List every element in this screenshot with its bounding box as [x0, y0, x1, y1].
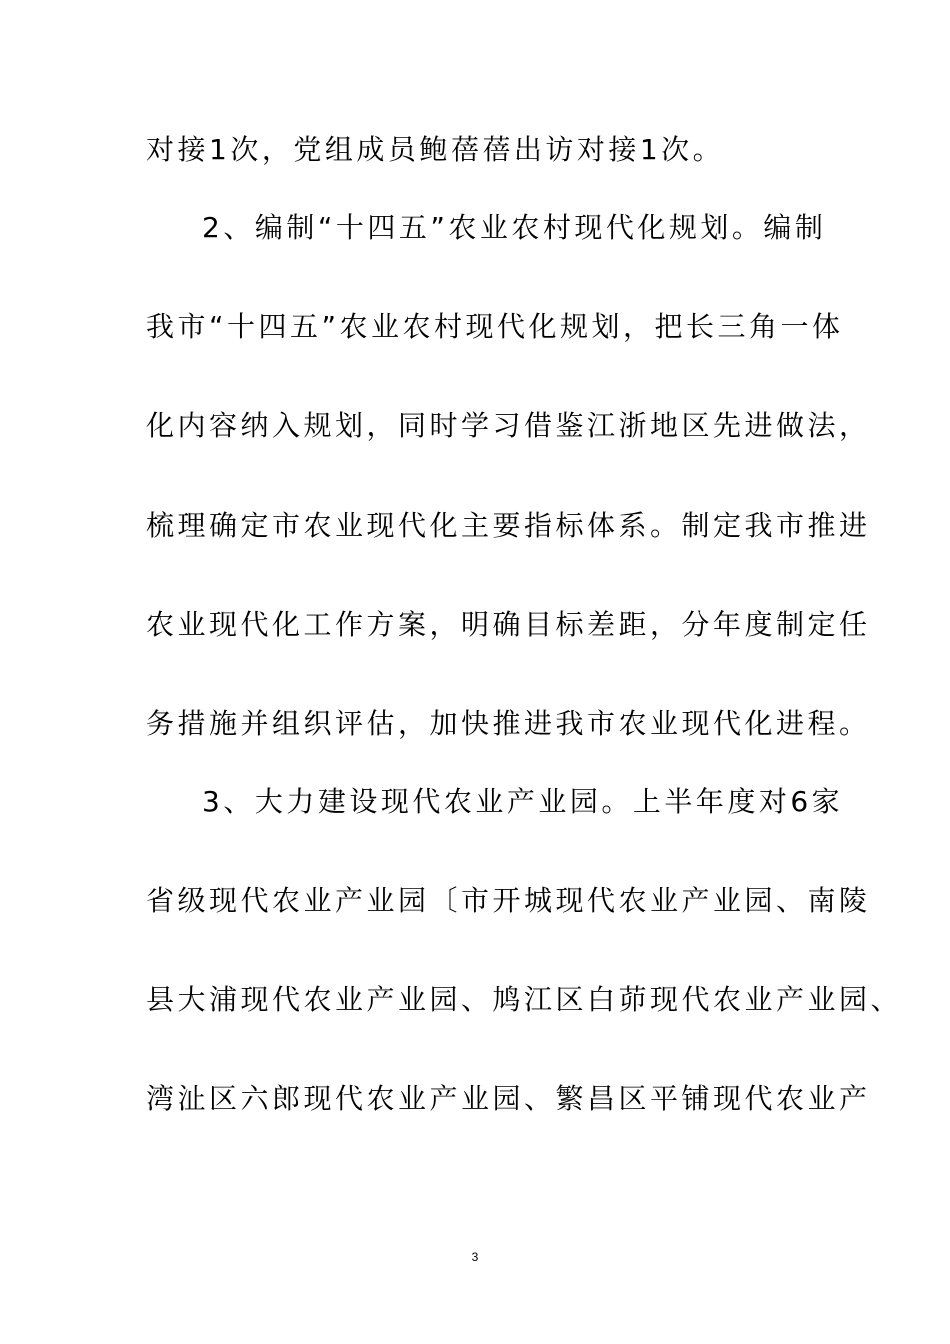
- text-line-8: 3、大力建设现代农业产业园。上半年度对6家: [202, 785, 844, 818]
- text-line-2: 2、编制“十四五”农业农村现代化规划。编制: [202, 211, 827, 244]
- text-line-6: 农业现代化工作方案，明确目标差距，分年度制定任: [146, 608, 871, 641]
- page-number: 3: [471, 1250, 479, 1264]
- text-line-11: 湾沚区六郎现代农业产业园、繁昌区平铺现代农业产: [146, 1082, 871, 1115]
- text-line-1: 对接1次，党组成员鲍蓓蓓出访对接1次。: [146, 133, 725, 166]
- text-line-3: 我市“十四五”农业农村现代化规划，把长三角一体: [146, 310, 844, 343]
- text-line-7: 务措施并组织评估，加快推进我市农业现代化进程。: [146, 707, 871, 740]
- text-line-9: 省级现代农业产业园〔市开城现代农业产业园、南陵: [146, 884, 871, 917]
- text-line-4: 化内容纳入规划，同时学习借鉴江浙地区先进做法，: [146, 409, 871, 442]
- text-line-10: 县大浦现代农业产业园、鸠江区白茆现代农业产业园、: [146, 983, 903, 1016]
- text-line-5: 梳理确定市农业现代化主要指标体系。制定我市推进: [146, 509, 871, 542]
